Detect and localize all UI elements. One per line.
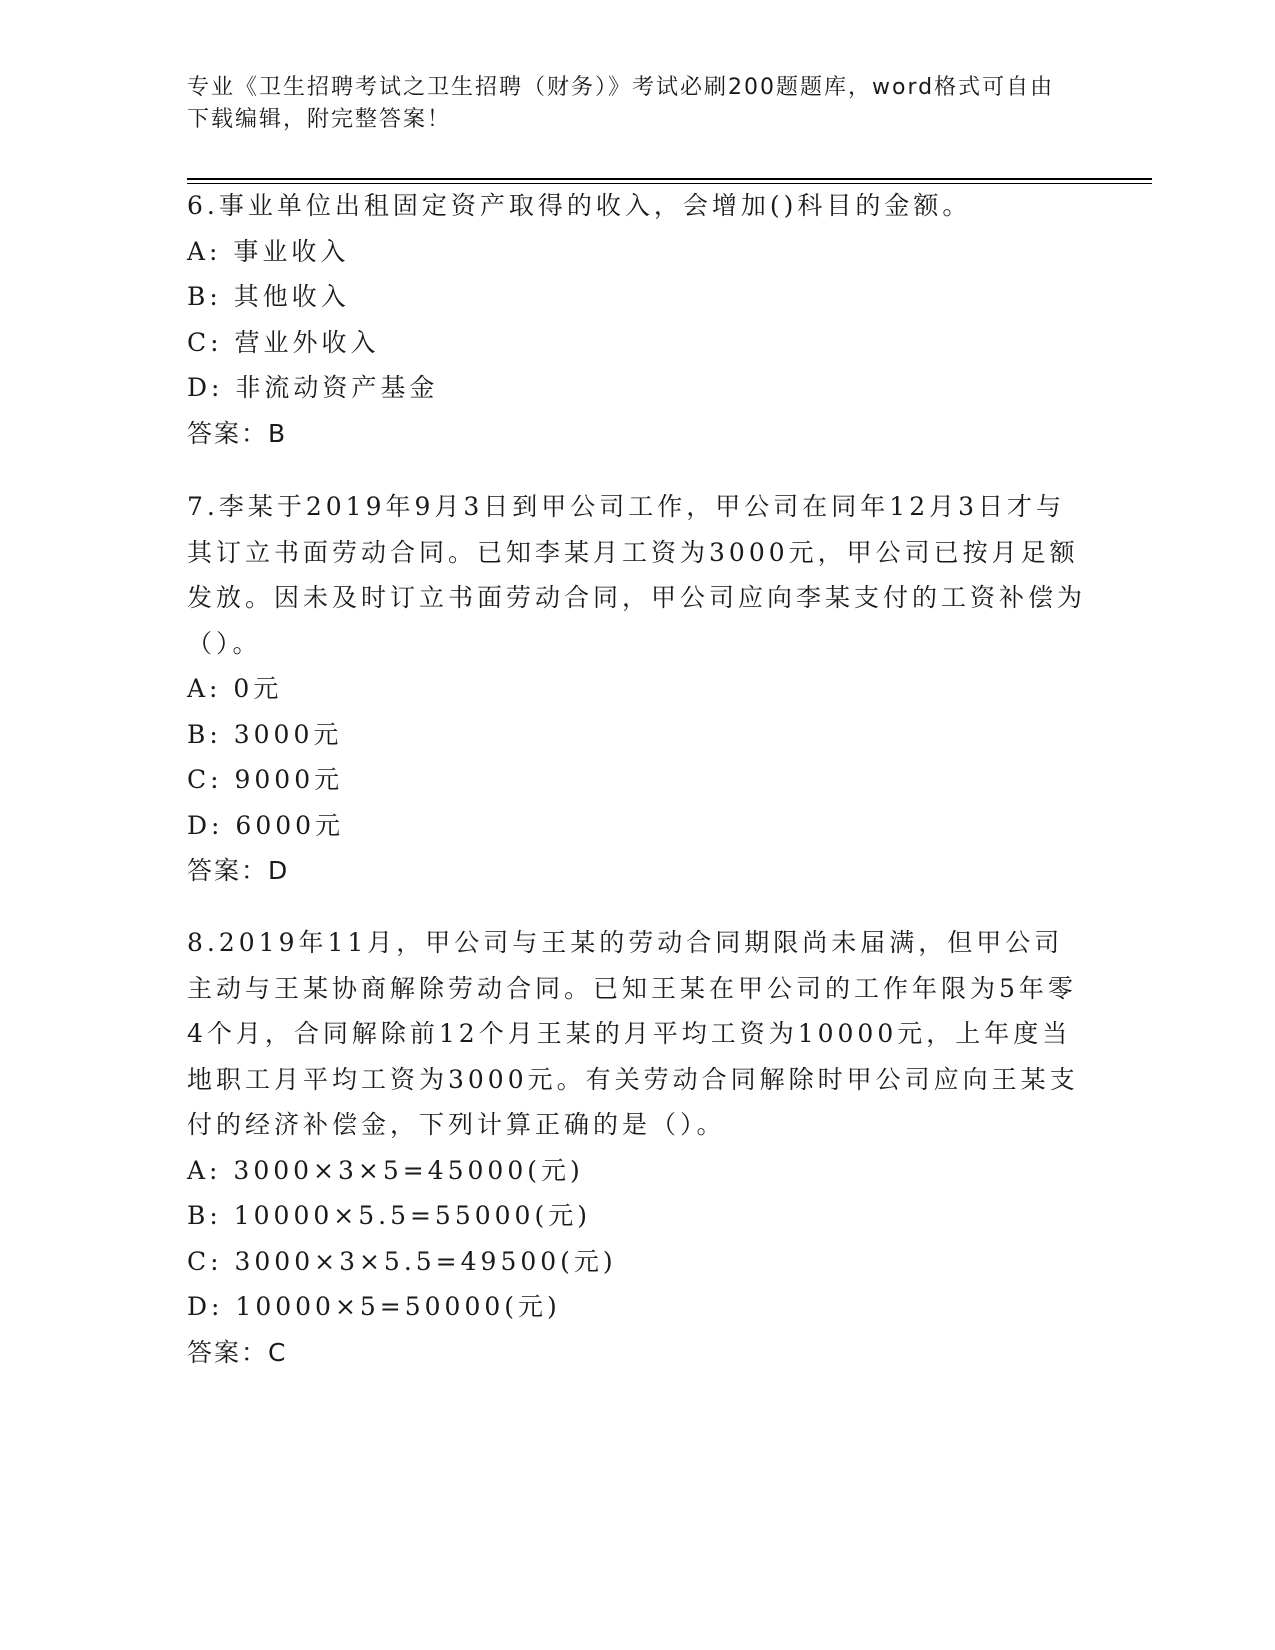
- option-b: B: 其他收入: [187, 282, 350, 311]
- option-a: A: 3000×3×5=45000(元): [187, 1155, 584, 1185]
- answer-label: 答案：D: [187, 856, 290, 885]
- question-8: [187, 920, 1087, 1375]
- option-c: C: 营业外收入: [187, 327, 380, 357]
- document-intro: 专业《卫生招聘考试之卫生招聘（财务）》考试必刷200题题库，word格式可自由下载编辑，附完整答案！: [187, 75, 1055, 132]
- question-stem: 8.2019年11月，甲公司与王某的劳动合同期限尚未届满，但甲公司主动与王某协商解除劳动合同。已知王某在甲公司的工作年限为5年零4个月，合同解除前12个月王某的月平均工资为10000元，上年度当地职工月平均工资为3000元。有关劳动合同解除时甲公司应向王某支付的经济补偿金，下列计算正确的是（）。: [187, 928, 1079, 1139]
- header-divider-thick: [187, 178, 1152, 180]
- question-7: [187, 484, 1087, 894]
- option-d: D: 非流动资产基金: [187, 373, 439, 402]
- answer-label: 答案：C: [187, 1337, 288, 1367]
- option-c: C: 9000元: [187, 765, 344, 794]
- option-b: B: 3000元: [187, 719, 343, 749]
- question-stem: 6.事业单位出租固定资产取得的收入，会增加()科目的金额。: [187, 191, 972, 220]
- question-6: [187, 183, 1087, 456]
- option-b: B: 10000×5.5=55000(元): [187, 1201, 591, 1230]
- option-d: D: 10000×5=50000(元): [187, 1292, 561, 1321]
- option-d: D: 6000元: [187, 810, 345, 840]
- answer-label: 答案：B: [187, 418, 288, 448]
- option-c: C: 3000×3×5.5=49500(元): [187, 1246, 617, 1276]
- question-stem: 7.李某于2019年9月3日到甲公司工作，甲公司在同年12月3日才与其订立书面劳动合同。已知李某月工资为3000元，甲公司已按月足额发放。因未及时订立书面劳动合同，甲公司应向李某支付的工资补偿为（）。: [187, 492, 1087, 658]
- option-a: A: 事业收入: [187, 236, 350, 266]
- option-a: A: 0元: [187, 674, 283, 703]
